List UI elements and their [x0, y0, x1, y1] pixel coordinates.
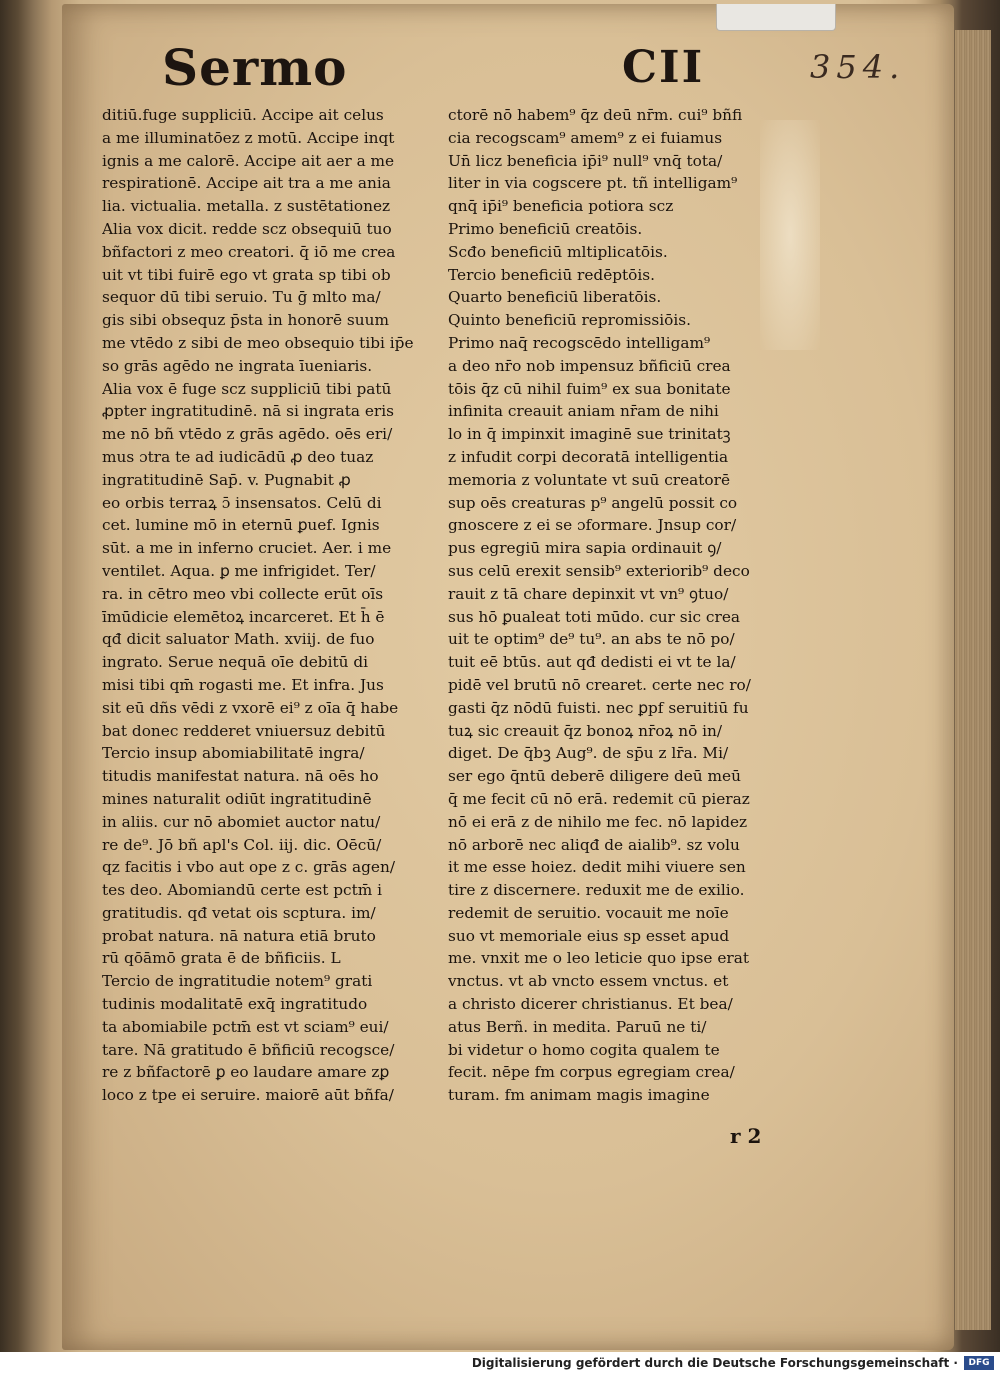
text-line: ta abomiabile pctm̄ est vt sciam⁹ eui/	[102, 1017, 389, 1036]
text-line: in aliis. cur nō abomiet auctor natu/	[102, 812, 381, 831]
text-line: ꝓpter ingratitudinē. nā si ingrata eris	[102, 402, 394, 421]
text-line: ser ego q̄ntū deberē diligere deū meū	[448, 767, 741, 786]
text-line: Tercio de ingratitudie notem⁹ grati	[102, 972, 373, 991]
text-line: titudis manifestat natura. nā oēs ho	[102, 767, 379, 786]
text-line: gratitudis. qđ vetat ois scptura. im/	[102, 903, 376, 922]
text-line: me vtēdo z sibi de meo obsequio tibi ip̄e	[102, 333, 414, 352]
text-line: īmūdicie elemētoꝝ incarceret. Et h̄ ē	[102, 607, 385, 626]
text-line: bñfactori z meo creatori. q̄ iō me crea	[102, 242, 396, 261]
text-line: tare. Nā gratitudo ē bñficiū recogsce/	[102, 1040, 395, 1059]
text-line: tudinis modalitatē exq̄ ingratitudo	[102, 995, 368, 1014]
left-text-column	[102, 104, 447, 1107]
text-line: gis sibi obsequz p̄sta in honorē suum	[102, 311, 389, 330]
text-line: qđ dicit saluator Math. xviij. de fuo	[102, 630, 375, 649]
text-line: Alia vox dicit. redde scz obsequiū tuo	[102, 219, 392, 238]
folio-number: CII	[622, 42, 705, 93]
text-line: liter in via cogscere pt. tñ intelligam⁹	[448, 174, 738, 193]
text-line: sup oēs creaturas p⁹ angelū possit co	[448, 493, 738, 512]
text-line: eo orbis terraꝝ ɔ̄ insensatos. Celū di	[102, 493, 382, 512]
text-line: so grās agēdo ne ingrata īueniaris.	[102, 356, 373, 375]
text-line: lo in q̄ impinxit imaginē sue trinitatꝫ	[448, 425, 731, 444]
text-line: sus hō ꝑualeat toti mūdo. cur sic crea	[448, 607, 740, 626]
text-line: vnctus. vt ab vncto essem vnctus. et	[448, 972, 729, 991]
text-line: Scđo beneficiū mltiplicatōis.	[448, 242, 668, 261]
text-line: qz facitis i vbo aut ope z c. grās agen/	[102, 858, 395, 877]
text-line: it me esse hoiez. dedit mihi viuere sen	[448, 858, 746, 877]
text-line: me. vnxit me o leo leticie quo ipse erat	[448, 949, 749, 968]
text-line: uit vt tibi fuirē ego vt grata sp tibi ob	[102, 265, 391, 284]
text-line: atus Berñ. in medita. Paruū ne ti/	[448, 1017, 707, 1036]
text-line: ditiū.fuge suppliciū. Accipe ait celus	[102, 106, 384, 124]
text-line: ra. in cētro meo vbi collecte erūt oīs	[102, 584, 384, 603]
text-line: tōis q̄z cū nihil fuim⁹ ex sua bonitate	[448, 379, 731, 398]
text-line: cia recogscam⁹ amem⁹ z ei fuiamus	[448, 128, 723, 147]
text-line: me nō bñ vtēdo z grās agēdo. oēs eri/	[102, 425, 393, 444]
page-header	[162, 38, 722, 98]
handwritten-folio-number: 354.	[810, 48, 906, 86]
text-line: tes deo. Abomiandū certe est pctm̄ i	[102, 881, 383, 900]
text-line: Primo naq̄ recogscēdo intelligam⁹	[448, 333, 711, 352]
text-line: Un̄ licz beneficia ip̄i⁹ null⁹ vnq̄ tota/	[448, 151, 723, 170]
text-line: memoria z voluntate vt suū creatorē	[448, 470, 730, 489]
text-line: gnoscere z ei se ɔformare. Jnsup cor/	[448, 516, 737, 535]
text-line: cet. lumine mō in eternū ꝑuef. Ignis	[102, 516, 380, 535]
text-line: Quinto beneficiū repromissiōis.	[448, 311, 691, 330]
text-line: pidē vel brutū nō crearet. certe nec ro/	[448, 675, 751, 694]
text-line: loco z tpe ei seruire. maiorē aūt bñfa/	[102, 1086, 394, 1105]
text-line: probat natura. nā natura etiā bruto	[102, 926, 376, 945]
text-line: respirationē. Accipe ait tra a me ania	[102, 174, 391, 193]
text-line: misi tibi qm̄ rogasti me. Et infra. Jus	[102, 675, 384, 694]
text-line: qnq̄ ip̄i⁹ beneficia potiora scz	[448, 197, 674, 216]
text-line: rauit z tā chare depinxit vt vn⁹ ꝯtuo/	[448, 584, 729, 603]
text-line: Quarto beneficiū liberatōis.	[448, 288, 662, 307]
text-line: ignis a me calorē. Accipe ait aer a me	[102, 151, 395, 170]
signature-mark: r 2	[730, 1124, 762, 1148]
text-line: z infudit corpi decoratā intelligentia	[448, 447, 729, 466]
text-line: tuit eē btūs. aut qđ dedisti ei vt te la/	[448, 653, 736, 672]
text-line: mines naturalit odiūt ingratitudinē	[102, 789, 372, 808]
text-line: Primo beneficiū creatōis.	[448, 219, 643, 238]
text-line: pus egregiū mira sapia ordinauit ꝯ/	[448, 539, 722, 558]
text-line: ctorē nō habem⁹ q̄z deū nr̄m. cui⁹ bñfi	[448, 106, 743, 124]
running-title: Sermo	[162, 38, 348, 97]
text-line: sequor dū tibi seruio. Tu ḡ mlto ma/	[102, 288, 381, 307]
text-line: re de⁹. Jō bñ apl's Col. iij. dic. Oēcū/	[102, 835, 382, 854]
text-line: turam. fm animam magis imagine	[448, 1086, 710, 1105]
text-line: a christo dicerer christianus. Et bea/	[448, 995, 733, 1014]
right-text-column	[448, 104, 793, 1107]
text-line: tire z discernere. reduxit me de exilio.	[448, 881, 745, 900]
text-line: Tercio insup abomiabilitatē ingra/	[102, 744, 365, 763]
text-line: bat donec redderet vniuersuz debitū	[102, 721, 386, 740]
text-line: rū qōāmō grata ē de bñficiis. L	[102, 949, 341, 968]
dfg-logo-icon: DFG	[964, 1356, 994, 1370]
text-line: infinita creauit aniam nr̄am de nihi	[448, 402, 719, 421]
text-line: Tercio beneficiū redēptōis.	[448, 265, 656, 284]
text-line: tuꝝ sic creauit q̄z bonoꝝ nr̄oꝝ nō in/	[448, 721, 723, 740]
text-line: redemit de seruitio. vocauit me noīe	[448, 903, 729, 922]
funding-note: Digitalisierung gefördert durch die Deutsche Forschungsgemeinschaft ·	[471, 1356, 958, 1370]
text-line: mus ɔtra te ad iudicādū ꝓ deo tuaz	[102, 447, 374, 466]
text-line: bi videtur o homo cogita qualem te	[448, 1040, 720, 1059]
text-line: suo vt memoriale eius sp esset apud	[448, 926, 730, 945]
text-line: ingrato. Serue nequā oīe debitū di	[102, 653, 369, 672]
text-line: nō ei erā z de nihilo me fec. nō lapidez	[448, 812, 748, 831]
text-line: sit eū dñs vēdi z vxorē ei⁹ z oīa q̄ habe	[102, 698, 399, 717]
text-line: a deo nr̄o nob impensuz bñficiū crea	[448, 356, 731, 375]
text-line: a me illuminatōez z motū. Accipe inqt	[102, 128, 395, 147]
text-line: re z bñfactorē ꝑ eo laudare amare zꝑ	[102, 1063, 390, 1082]
text-line: fecit. nēpe fm corpus egregiam crea/	[448, 1063, 735, 1082]
text-line: lia. victualia. metalla. z sustētationez	[102, 197, 391, 216]
text-line: gasti q̄z nōdū fuisti. nec ꝑpf seruitiū fu	[448, 698, 749, 717]
text-line: ingratitudinē Sap̄. v. Pugnabit ꝓ	[102, 470, 351, 489]
text-line: sus celū erexit sensib⁹ exteriorib⁹ deco	[448, 561, 750, 580]
text-line: q̄ me fecit cū nō erā. redemit cū pieraz	[448, 789, 750, 808]
text-line: uit te optim⁹ de⁹ tu⁹. an abs te nō po/	[448, 630, 735, 649]
text-line: sūt. a me in inferno cruciet. Aer. i me	[102, 539, 392, 558]
text-line: nō arborē nec aliqđ de aialib⁹. sz volu	[448, 835, 740, 854]
scanner-clip	[716, 4, 836, 31]
text-line: diget. De q̄bꝫ Aug⁹. de sp̄u z lr̄a. Mi/	[448, 744, 729, 763]
text-line: ventilet. Aqua. ꝑ me infrigidet. Ter/	[102, 561, 376, 580]
page-edges	[955, 30, 991, 1330]
text-line: Alia vox ē fuge scz suppliciū tibi patū	[102, 379, 392, 398]
footer-bar	[0, 1352, 1000, 1374]
